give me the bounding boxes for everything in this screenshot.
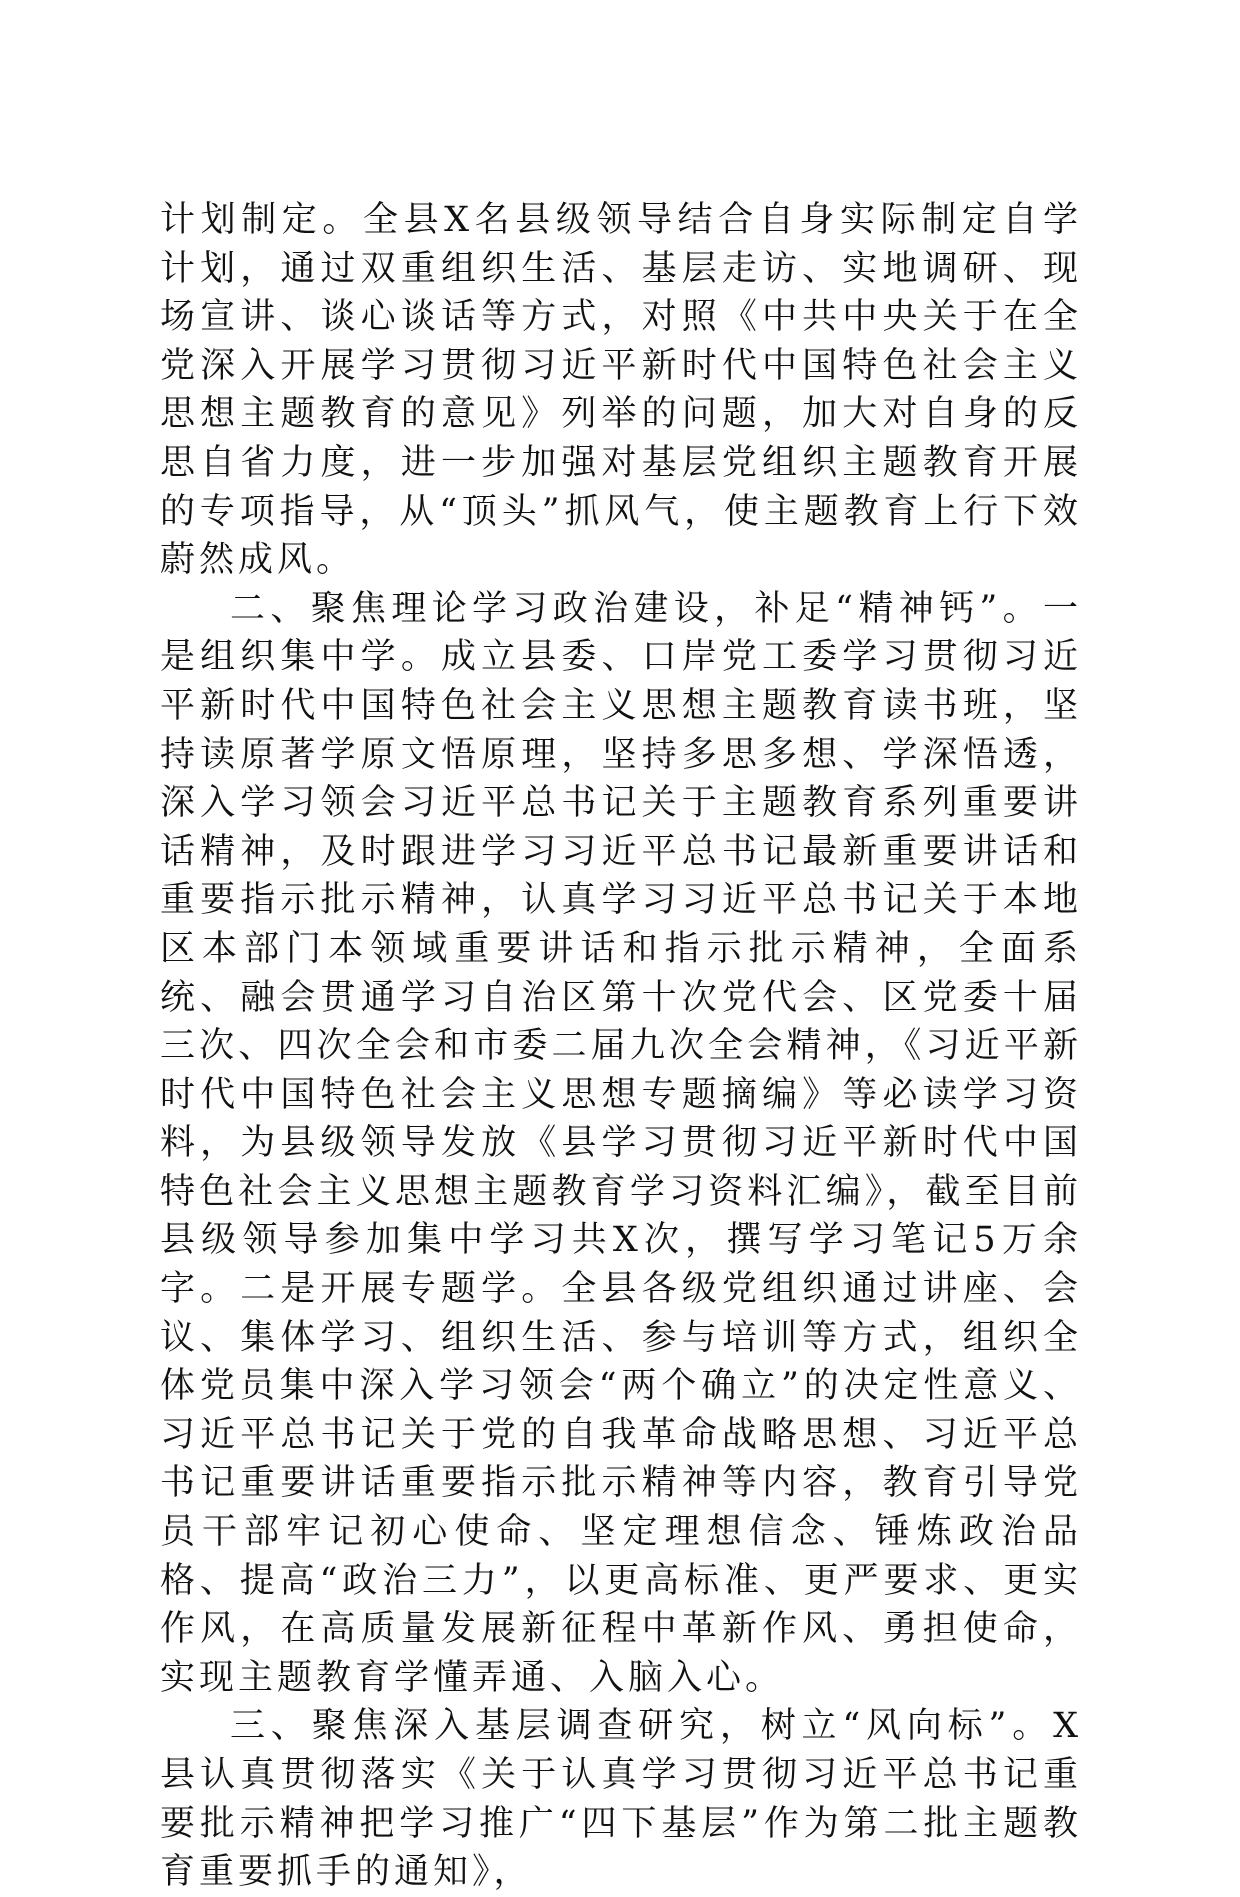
document-body xyxy=(160,196,1082,1897)
paragraph-grassroots-research: 三、聚焦深入基层调查研究，树立“风向标”。X县认真贯彻落实《关于认真学习贯彻习近平总书记重要批示精神把学习推广“四下基层”作为第二批主题教育重要抓手的通知》， xyxy=(160,1706,1082,1893)
paragraph-plan-making: 计划制定。全县X名县级领导结合自身实际制定自学计划，通过双重组织生活、基层走访、实地调研、现场宣讲、谈心谈话等方式，对照《中共中央关于在全党深入开展学习贯彻习近平新时代中国特色社会主义思想主题教育的意见》列举的问题，加大对自身的反思自省力度，进一步加强对基层党组织主题教育开展的专项指导，从“顶头”抓风气，使主题教育上行下效蔚然成风。 xyxy=(160,200,1082,581)
paragraph-theory-study: 二、聚焦理论学习政治建设，补足“精神钙”。一是组织集中学。成立县委、口岸党工委学习贯彻习近平新时代中国特色社会主义思想主题教育读书班，坚持读原著学原文悟原理，坚持多思多想、学深悟透，深入学习领会习近平总书记关于主题教育系列重要讲话精神，及时跟进学习习近平总书记最新重要讲话和重要指示批示精神，认真学习习近平总书记关于本地区本部门本领域重要讲话和指示批示精神，全面系统、融会贯通学习自治区第十次党代会、区党委十届三次、四次全会和市委二届九次全会精神，《习近平新时代中国特色社会主义思想专题摘编》等必读学习资料，为县级领导发放《县学习贯彻习近平新时代中国特色社会主义思想主题教育学习资料汇编》，截至目前县级领导参加集中学习共X次，撰写学习笔记5万余字。二是开展专题学。全县各级党组织通过讲座、会议、集体学习、组织生活、参与培训等方式，组织全体党员集中深入学习领会“两个确立”的决定性意义、习近平总书记关于党的自我革命战略思想、习近平总书记重要讲话重要指示批示精神等内容，教育引导党员干部牢记初心使命、坚定理想信念、锤炼政治品格、提高“政治三力”，以更高标准、更严要求、更实作风，在高质量发展新征程中革新作风、勇担使命，实现主题教育学懂弄通、入脑入心。 xyxy=(160,588,1082,1698)
